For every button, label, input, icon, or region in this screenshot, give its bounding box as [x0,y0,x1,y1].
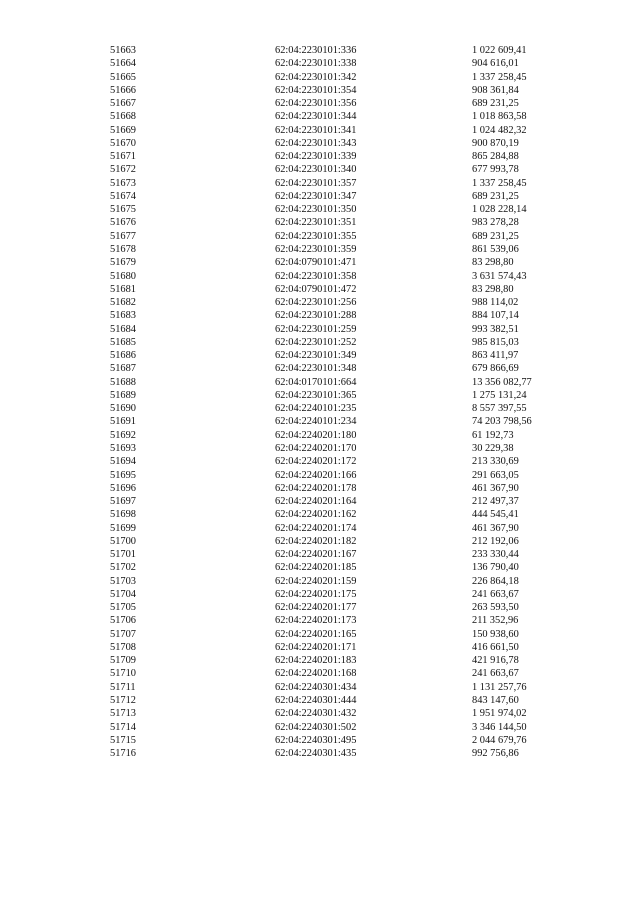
row-number-cell: 51693 [110,442,136,454]
cadastral-number-cell: 62:04:0170101:664 [275,376,357,388]
row-number-cell: 51713 [110,708,136,720]
row-number-cell: 51666 [110,84,136,96]
cadastral-number-cell: 62:04:2240201:173 [275,615,357,627]
value-cell: 1 022 609,41 [472,45,527,56]
cadastral-number-cell: 62:04:2240301:434 [275,681,357,693]
value-cell: 2 044 679,76 [472,734,527,746]
cadastral-number-cell: 62:04:2230101:358 [275,270,357,282]
cadastral-number-cell: 62:04:2230101:339 [275,151,357,163]
value-cell: 1 131 257,76 [472,681,527,693]
table-row [110,614,570,627]
table-row [110,601,570,614]
row-number-cell: 51707 [110,628,136,640]
value-cell: 212 497,37 [472,496,519,508]
cadastral-number-cell: 62:04:2230101:357 [275,177,357,189]
table-row [110,71,570,84]
table-row [110,508,570,521]
table-row [110,150,570,163]
table-row [110,177,570,190]
cadastral-number-cell: 62:04:2230101:336 [275,45,357,56]
table-row [110,734,570,747]
row-number-cell: 51667 [110,98,136,110]
table-row [110,296,570,309]
cadastral-number-cell: 62:04:2240301:435 [275,748,357,760]
row-number-cell: 51699 [110,522,136,534]
row-number-cell: 51715 [110,734,136,746]
cadastral-number-cell: 62:04:2240201:178 [275,482,357,494]
row-number-cell: 51706 [110,615,136,627]
value-cell: 993 382,51 [472,323,519,335]
table-row [110,323,570,336]
table-row [110,124,570,137]
row-number-cell: 51683 [110,310,136,322]
cadastral-number-cell: 62:04:2230101:288 [275,310,357,322]
cadastral-number-cell: 62:04:2240201:177 [275,602,357,614]
cadastral-number-cell: 62:04:0790101:471 [275,257,357,269]
row-number-cell: 51709 [110,655,136,667]
value-cell: 983 278,28 [472,217,519,229]
value-cell: 985 815,03 [472,336,519,348]
cadastral-number-cell: 62:04:2230101:348 [275,363,357,375]
value-cell: 241 663,67 [472,668,519,680]
cadastral-number-cell: 62:04:2240201:183 [275,655,357,667]
row-number-cell: 51696 [110,482,136,494]
value-cell: 1 028 228,14 [472,204,527,216]
value-cell: 3 346 144,50 [472,721,527,733]
table-row [110,402,570,415]
cadastral-number-cell: 62:04:2230101:351 [275,217,357,229]
row-number-cell: 51663 [110,45,136,56]
row-number-cell: 51671 [110,151,136,163]
table-row [110,230,570,243]
table-row [110,243,570,256]
row-number-cell: 51668 [110,111,136,123]
value-cell: 843 147,60 [472,695,519,707]
row-number-cell: 51679 [110,257,136,269]
value-cell: 1 337 258,45 [472,71,527,83]
table-row [110,588,570,601]
row-number-cell: 51716 [110,748,136,760]
table-row [110,455,570,468]
cadastral-number-cell: 62:04:2240201:185 [275,562,357,574]
table-row [110,707,570,720]
row-number-cell: 51694 [110,456,136,468]
value-cell: 861 539,06 [472,243,519,255]
value-cell: 677 993,78 [472,164,519,176]
table-row [110,376,570,389]
value-cell: 1 951 974,02 [472,708,527,720]
cadastral-number-cell: 62:04:2230101:349 [275,350,357,362]
row-number-cell: 51698 [110,509,136,521]
cadastral-number-cell: 62:04:2240101:235 [275,403,357,415]
cadastral-number-cell: 62:04:2240201:182 [275,535,357,547]
value-cell: 150 938,60 [472,628,519,640]
table-row [110,362,570,375]
table-row [110,495,570,508]
cadastral-number-cell: 62:04:2240201:175 [275,588,357,600]
cadastral-number-cell: 62:04:2240201:165 [275,628,357,640]
cadastral-number-cell: 62:04:2240201:162 [275,509,357,521]
row-number-cell: 51714 [110,721,136,733]
row-number-cell: 51678 [110,243,136,255]
value-cell: 421 916,78 [472,655,519,667]
table-row [110,561,570,574]
row-number-cell: 51708 [110,641,136,653]
row-number-cell: 51688 [110,376,136,388]
value-cell: 865 284,88 [472,151,519,163]
value-cell: 30 229,38 [472,442,514,454]
value-cell: 61 192,73 [472,429,514,441]
table-row [110,442,570,455]
table-row [110,216,570,229]
row-number-cell: 51684 [110,323,136,335]
row-number-cell: 51677 [110,230,136,242]
value-cell: 241 663,67 [472,588,519,600]
value-cell: 1 275 131,24 [472,389,527,401]
table-row [110,57,570,70]
table-row [110,190,570,203]
table-row [110,641,570,654]
cadastral-number-cell: 62:04:2240201:164 [275,496,357,508]
cadastral-number-cell: 62:04:2230101:340 [275,164,357,176]
row-number-cell: 51697 [110,496,136,508]
value-cell: 679 866,69 [472,363,519,375]
cadastral-number-cell: 62:04:2230101:350 [275,204,357,216]
value-cell: 988 114,02 [472,297,519,309]
table-row [110,336,570,349]
row-number-cell: 51672 [110,164,136,176]
value-cell: 8 557 397,55 [472,403,527,415]
value-cell: 1 018 863,58 [472,111,527,123]
row-number-cell: 51701 [110,549,136,561]
row-number-cell: 51674 [110,190,136,202]
cadastral-number-cell: 62:04:2230101:347 [275,190,357,202]
value-cell: 83 298,80 [472,257,514,269]
table-row [110,654,570,667]
table-row [110,256,570,269]
value-cell: 689 231,25 [472,230,519,242]
cadastral-number-cell: 62:04:2240301:444 [275,695,357,707]
row-number-cell: 51669 [110,124,136,136]
cadastral-number-cell: 62:04:2240301:432 [275,708,357,720]
row-number-cell: 51687 [110,363,136,375]
row-number-cell: 51673 [110,177,136,189]
row-number-cell: 51689 [110,389,136,401]
row-number-cell: 51705 [110,602,136,614]
row-number-cell: 51712 [110,695,136,707]
table-row [110,429,570,442]
table-row [110,522,570,535]
data-table [110,44,570,760]
table-row [110,44,570,57]
row-number-cell: 51704 [110,588,136,600]
table-row [110,548,570,561]
value-cell: 263 593,50 [472,602,519,614]
value-cell: 211 352,96 [472,615,519,627]
row-number-cell: 51670 [110,137,136,149]
table-row [110,681,570,694]
cadastral-number-cell: 62:04:2230101:356 [275,98,357,110]
value-cell: 992 756,86 [472,748,519,760]
value-cell: 461 367,90 [472,482,519,494]
value-cell: 444 545,41 [472,509,519,521]
table-row [110,482,570,495]
value-cell: 233 330,44 [472,549,519,561]
cadastral-number-cell: 62:04:2240201:171 [275,641,357,653]
table-row [110,203,570,216]
cadastral-number-cell: 62:04:2240101:234 [275,416,357,428]
table-row [110,628,570,641]
cadastral-number-cell: 62:04:2240201:168 [275,668,357,680]
value-cell: 900 870,19 [472,137,519,149]
cadastral-number-cell: 62:04:2230101:259 [275,323,357,335]
value-cell: 1 337 258,45 [472,177,527,189]
value-cell: 136 790,40 [472,562,519,574]
row-number-cell: 51711 [110,681,136,693]
table-row [110,575,570,588]
table-row [110,97,570,110]
table-row [110,84,570,97]
table-row [110,163,570,176]
cadastral-number-cell: 62:04:2240201:172 [275,456,357,468]
cadastral-number-cell: 62:04:2240201:174 [275,522,357,534]
table-row [110,349,570,362]
cadastral-number-cell: 62:04:0790101:472 [275,283,357,295]
cadastral-number-cell: 62:04:2230101:341 [275,124,357,136]
table-row [110,694,570,707]
table-row [110,309,570,322]
value-cell: 908 361,84 [472,84,519,96]
value-cell: 884 107,14 [472,310,519,322]
cadastral-number-cell: 62:04:2230101:354 [275,84,357,96]
cadastral-number-cell: 62:04:2230101:343 [275,137,357,149]
table-row [110,535,570,548]
table-row [110,110,570,123]
row-number-cell: 51680 [110,270,136,282]
value-cell: 226 864,18 [472,575,519,587]
value-cell: 416 661,50 [472,641,519,653]
cadastral-number-cell: 62:04:2240301:495 [275,734,357,746]
table-row [110,389,570,402]
cadastral-number-cell: 62:04:2230101:344 [275,111,357,123]
cadastral-number-cell: 62:04:2230101:365 [275,389,357,401]
row-number-cell: 51681 [110,283,136,295]
value-cell: 13 356 082,77 [472,376,532,388]
table-row [110,137,570,150]
value-cell: 461 367,90 [472,522,519,534]
cadastral-number-cell: 62:04:2230101:359 [275,243,357,255]
row-number-cell: 51710 [110,668,136,680]
table-row [110,667,570,680]
row-number-cell: 51702 [110,562,136,574]
row-number-cell: 51695 [110,469,136,481]
cadastral-number-cell: 62:04:2230101:355 [275,230,357,242]
row-number-cell: 51665 [110,71,136,83]
value-cell: 291 663,05 [472,469,519,481]
row-number-cell: 51700 [110,535,136,547]
row-number-cell: 51685 [110,336,136,348]
value-cell: 689 231,25 [472,98,519,110]
cadastral-number-cell: 62:04:2230101:256 [275,297,357,309]
row-number-cell: 51690 [110,403,136,415]
value-cell: 1 024 482,32 [472,124,527,136]
cadastral-number-cell: 62:04:2230101:338 [275,58,357,70]
table-row [110,747,570,760]
row-number-cell: 51675 [110,204,136,216]
value-cell: 212 192,06 [472,535,519,547]
table-row [110,270,570,283]
cadastral-number-cell: 62:04:2240201:159 [275,575,357,587]
cadastral-number-cell: 62:04:2230101:252 [275,336,357,348]
value-cell: 863 411,97 [472,350,519,362]
row-number-cell: 51691 [110,416,136,428]
cadastral-number-cell: 62:04:2240301:502 [275,721,357,733]
value-cell: 904 616,01 [472,58,519,70]
row-number-cell: 51692 [110,429,136,441]
row-number-cell: 51682 [110,297,136,309]
row-number-cell: 51676 [110,217,136,229]
table-row [110,721,570,734]
value-cell: 689 231,25 [472,190,519,202]
row-number-cell: 51686 [110,350,136,362]
cadastral-number-cell: 62:04:2240201:166 [275,469,357,481]
cadastral-number-cell: 62:04:2240201:180 [275,429,357,441]
cadastral-number-cell: 62:04:2240201:170 [275,442,357,454]
table-row [110,469,570,482]
value-cell: 3 631 574,43 [472,270,527,282]
value-cell: 74 203 798,56 [472,416,532,428]
value-cell: 213 330,69 [472,456,519,468]
table-row [110,283,570,296]
cadastral-number-cell: 62:04:2230101:342 [275,71,357,83]
cadastral-number-cell: 62:04:2240201:167 [275,549,357,561]
row-number-cell: 51664 [110,58,136,70]
row-number-cell: 51703 [110,575,136,587]
table-row [110,415,570,428]
value-cell: 83 298,80 [472,283,514,295]
